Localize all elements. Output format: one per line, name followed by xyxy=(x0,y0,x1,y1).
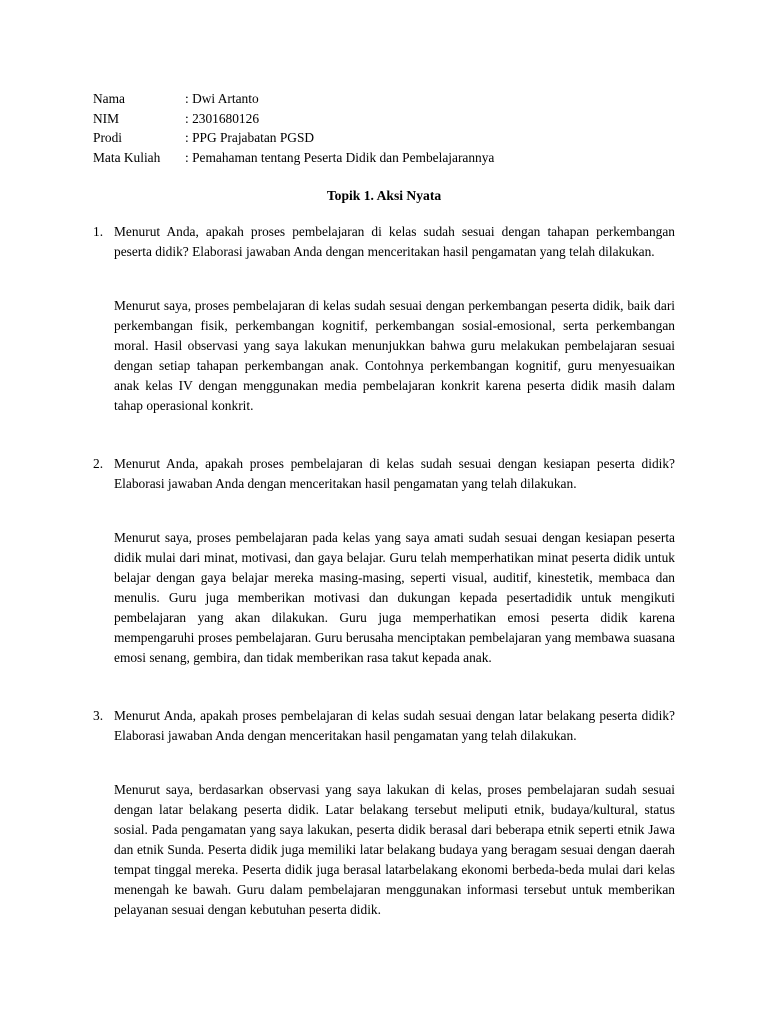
info-value: : PPG Prajabatan PGSD xyxy=(185,130,315,146)
info-value: : Pemahaman tentang Peserta Didik dan Pembelajarannya xyxy=(185,150,495,166)
info-label: Mata Kuliah xyxy=(93,150,161,166)
item-number: 2. xyxy=(93,456,104,471)
question-text: Menurut Anda, apakah proses pembelajaran di kelas sudah sesuai dengan tahapan perkembangan peserta didik? Elaborasi jawaban Anda dengan menceritakan hasil pengamatan yang telah dilakukan. xyxy=(114,224,675,259)
question-text: Menurut Anda, apakah proses pembelajaran di kelas sudah sesuai dengan latar belakang peserta didik? Elaborasi jawaban Anda dengan menceritakan hasil pengamatan yang telah dilakukan. xyxy=(114,708,675,743)
answer-text: Menurut saya, berdasarkan observasi yang saya lakukan di kelas, proses pembelajaran sudah sesuai dengan latar belakang peserta didik. Latar belakang tersebut meliputi etnik, budaya/kultural, status sosial. Pada pengamatan yang saya lakukan, peserta didik berasal dari beberapa etnik seperti etnik Jawa dan etnik Sunda. Peserta didik juga memiliki latar belakang budaya yang beragam sesuai dengan daerah tempat tinggal mereka. Peserta didik juga berasal latarbelakang ekonomi berbeda-beda mulai dari kelas menengah ke bawah. Guru dalam pembelajaran menggunakan informasi tersebut untuk memberikan pelayanan sesuai dengan kebutuhan peserta didik. xyxy=(114,782,675,917)
student-info xyxy=(93,89,693,168)
info-row-prodi xyxy=(93,128,693,148)
answer-text: Menurut saya, proses pembelajaran di kelas sudah sesuai dengan perkembangan peserta didik, baik dari perkembangan fisik, perkembangan kognitif, perkembangan sosial-emosional, serta perkembangan moral. Hasil observasi yang saya lakukan menunjukkan bahwa guru melakukan pembelajaran sesuai dengan setiap tahapan perkembangan anak. Contohnya perkembangan kognitif, guru menyesuaikan anak kelas IV dengan menggunakan media pembelajaran konkrit karena peserta didik masih dalam tahap operasional konkrit. xyxy=(114,298,675,413)
info-row-nim xyxy=(93,109,693,129)
info-label: NIM xyxy=(93,110,120,126)
info-value: : Dwi Artanto xyxy=(185,91,259,106)
page-title: Topik 1. Aksi Nyata xyxy=(326,188,442,203)
info-row-nama xyxy=(93,89,693,109)
answer-text: Menurut saya, proses pembelajaran pada kelas yang saya amati sudah sesuai dengan kesiapan peserta didik mulai dari minat, motivasi, dan gaya belajar. Guru telah memperhatikan minat peserta didik untuk belajar dengan gaya belajar mereka masing-masing, seperti visual, auditif, kinestetik, membaca dan menulis. Guru juga memberikan motivasi dan dukungan kepada pesertadidik untuk mengikuti pembelajaran yang akan dilakukan. Guru juga memperhatikan emosi peserta didik karena mempengaruhi proses pembelajaran. Guru berusaha menciptakan pembelajaran yang membawa suasana emosi senang, gembira, dan tidak memberikan rasa takut kepada anak. xyxy=(114,530,675,665)
info-row-mata-kuliah xyxy=(93,148,693,168)
question-text: Menurut Anda, apakah proses pembelajaran di kelas sudah sesuai dengan kesiapan peserta didik? Elaborasi jawaban Anda dengan menceritakan hasil pengamatan yang telah dilakukan. xyxy=(114,456,675,491)
info-value: : 2301680126 xyxy=(185,110,260,126)
info-label: Prodi xyxy=(93,130,123,146)
item-number: 1. xyxy=(93,224,104,239)
item-number: 3. xyxy=(93,708,104,723)
info-label: Nama xyxy=(93,91,125,106)
